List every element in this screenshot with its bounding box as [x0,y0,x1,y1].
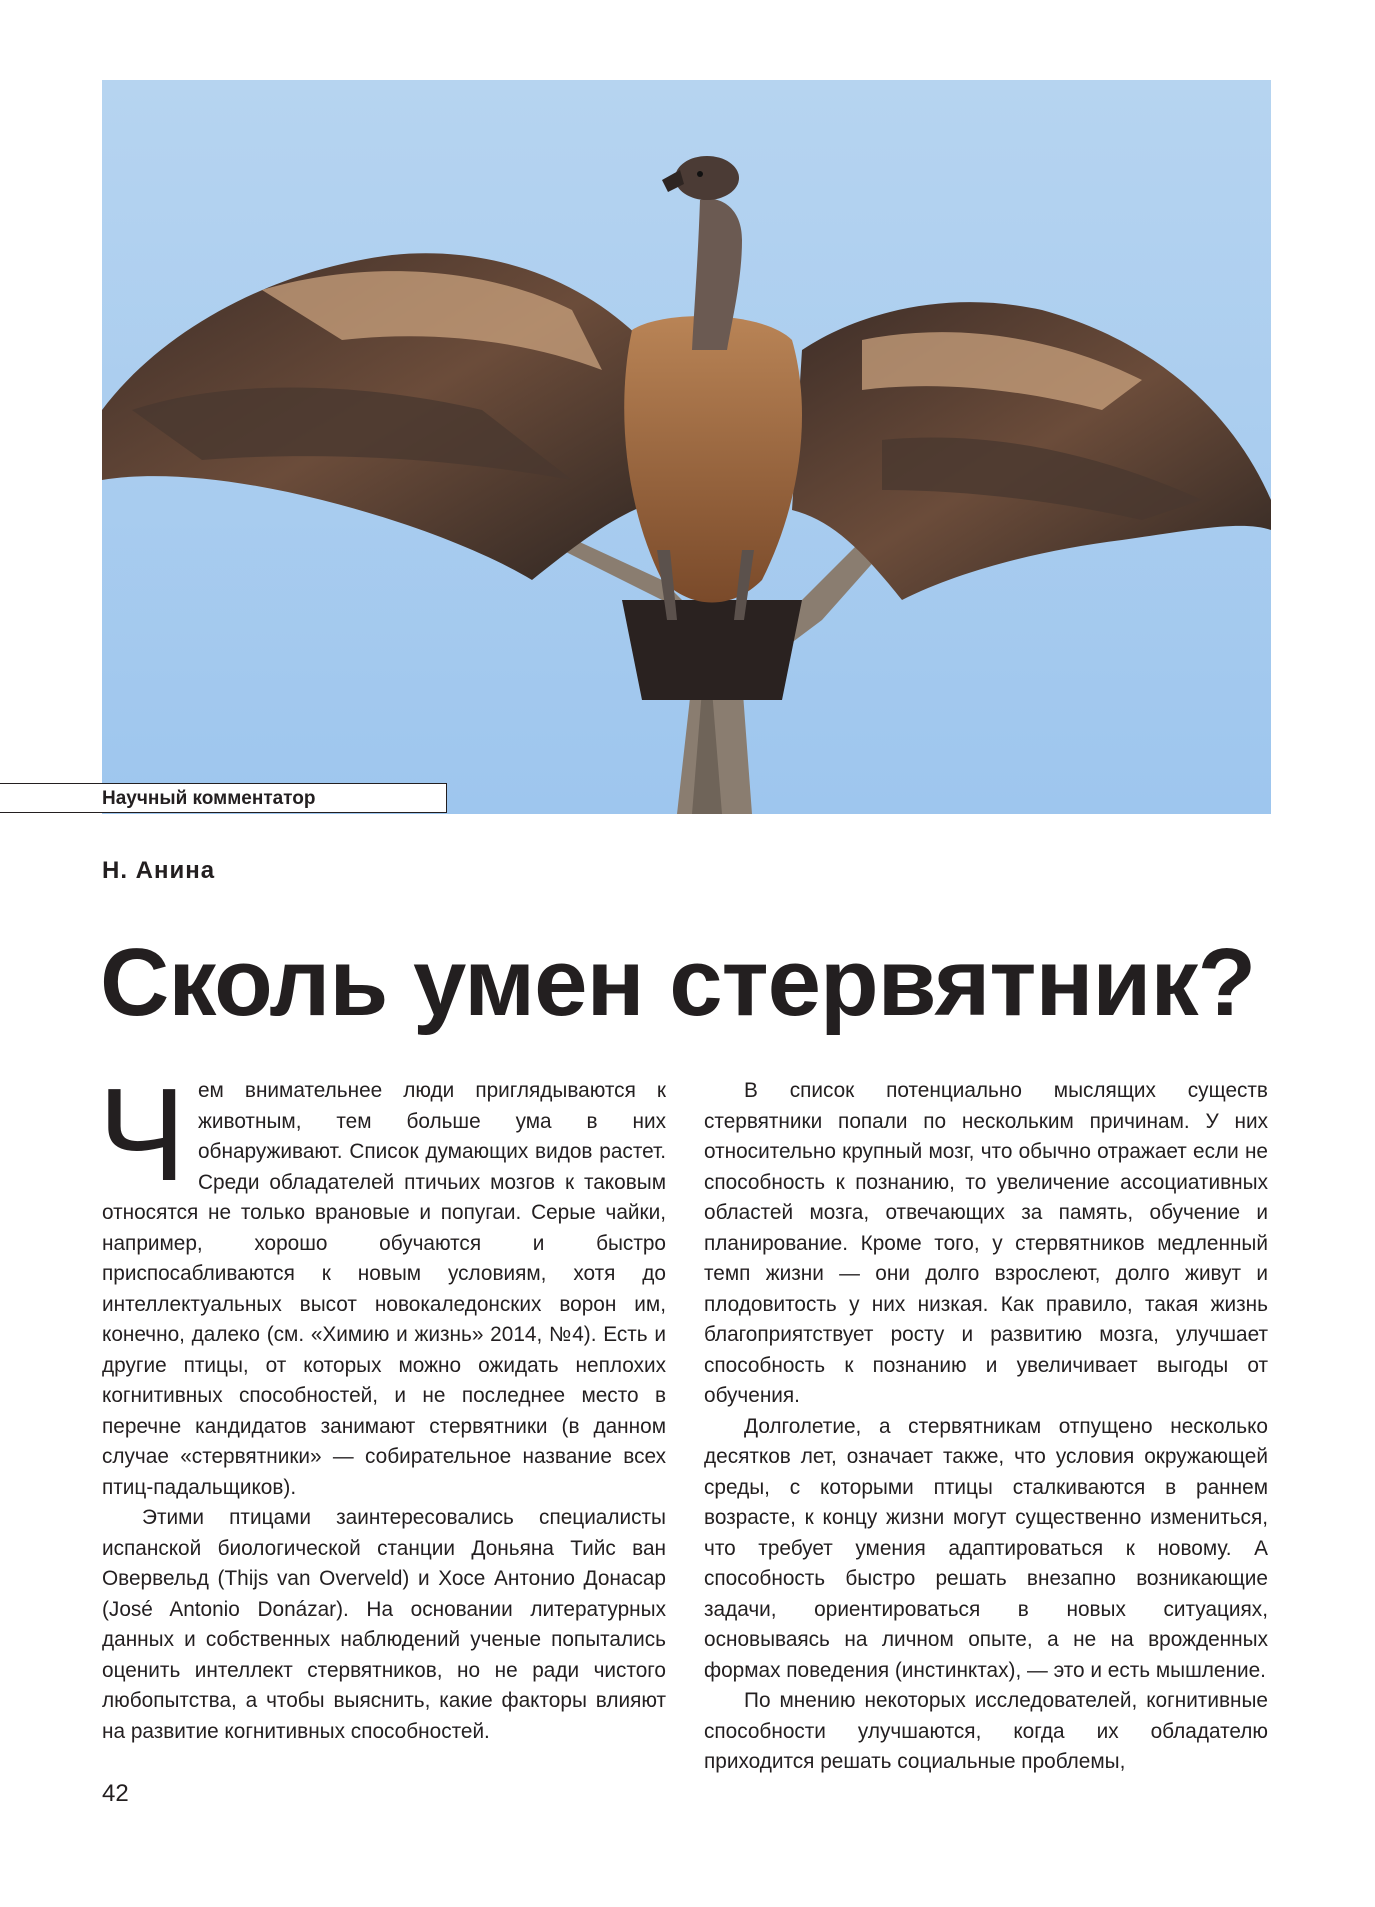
right-column [704,1076,1268,1778]
paragraph-text: ем внимательнее люди приглядываются к животным, тем больше ума в них обнаруживают. Список думающих видов растет. Среди обладателей птичьих мозгов к таковым относятся не только врановые и попугаи. Серые чайки, например, хорошо обучаются и быстро приспосабливаются к новым условиям, хотя до интеллектуальных высот новокаледонских ворон им, конечно, далеко (см. «Химию и жизнь» 2014, №4). Есть и другие птицы, от которых можно ожидать неплохих когнитивных способностей, и не последнее место в перечне кандидатов занимают стервятники (в данном случае «стервятники» — собирательное название всех птиц-падальщиков). [102,1079,666,1499]
vulture-photo [102,80,1271,814]
article-title: Сколь умен стервятник? [100,929,1256,1036]
paragraph: По мнению некоторых исследователей, когнитивные способности улучшаются, когда их обладателю приходится решать социальные проблемы, [704,1689,1268,1773]
author-name: Н. Анина [102,857,216,884]
vulture-illustration [102,80,1271,814]
paragraph: В список потенциально мыслящих существ стервятники попали по нескольким причинам. У них относительно крупный мозг, что обычно отражает если не способность к познанию, то увеличение ассоциативных областей мозга, отвечающих за память, обучение и планирование. Кроме того, у стервятников медленный темп жизни — они долго взрослеют, долго живут и плодовитость у них низкая. Как правило, такая жизнь благоприятствует росту и развитию мозга, улучшает способность к познанию и увеличивает выгоды от обучения. [704,1079,1268,1407]
rubric-text: Научный комментатор [102,788,316,809]
rubric-label [0,783,447,813]
left-column [98,1061,666,1747]
paragraph [98,1061,666,1503]
paragraph: Этими птицами заинтересовались специалисты испанской биологической станции Доньяна Тийс ван Овервельд (Thijs van Overveld) и Хосе Антонио Донасар (José Antonio Donázar). На основании литературных данных и собственных наблюдений ученые попытались оценить интеллект стервятников, но не ради чистого любопытства, а чтобы выяснить, какие факторы влияют на развитие когнитивных способностей. [102,1506,666,1743]
page-number: 42 [102,1780,129,1807]
paragraph: Долголетие, а стервятникам отпущено несколько десятков лет, означает также, что условия окружающей среды, с которыми птицы сталкиваются в раннем возрасте, к концу жизни могут существенно измениться, что требует умения адаптироваться к новому. А способность быстро решать внезапно возникающие задачи, ориентироваться в новых ситуациях, основываясь на личном опыте, а не на врожденных формах поведения (инстинктах), — это и есть мышление. [704,1414,1268,1682]
drop-cap: Ч [98,1061,186,1208]
